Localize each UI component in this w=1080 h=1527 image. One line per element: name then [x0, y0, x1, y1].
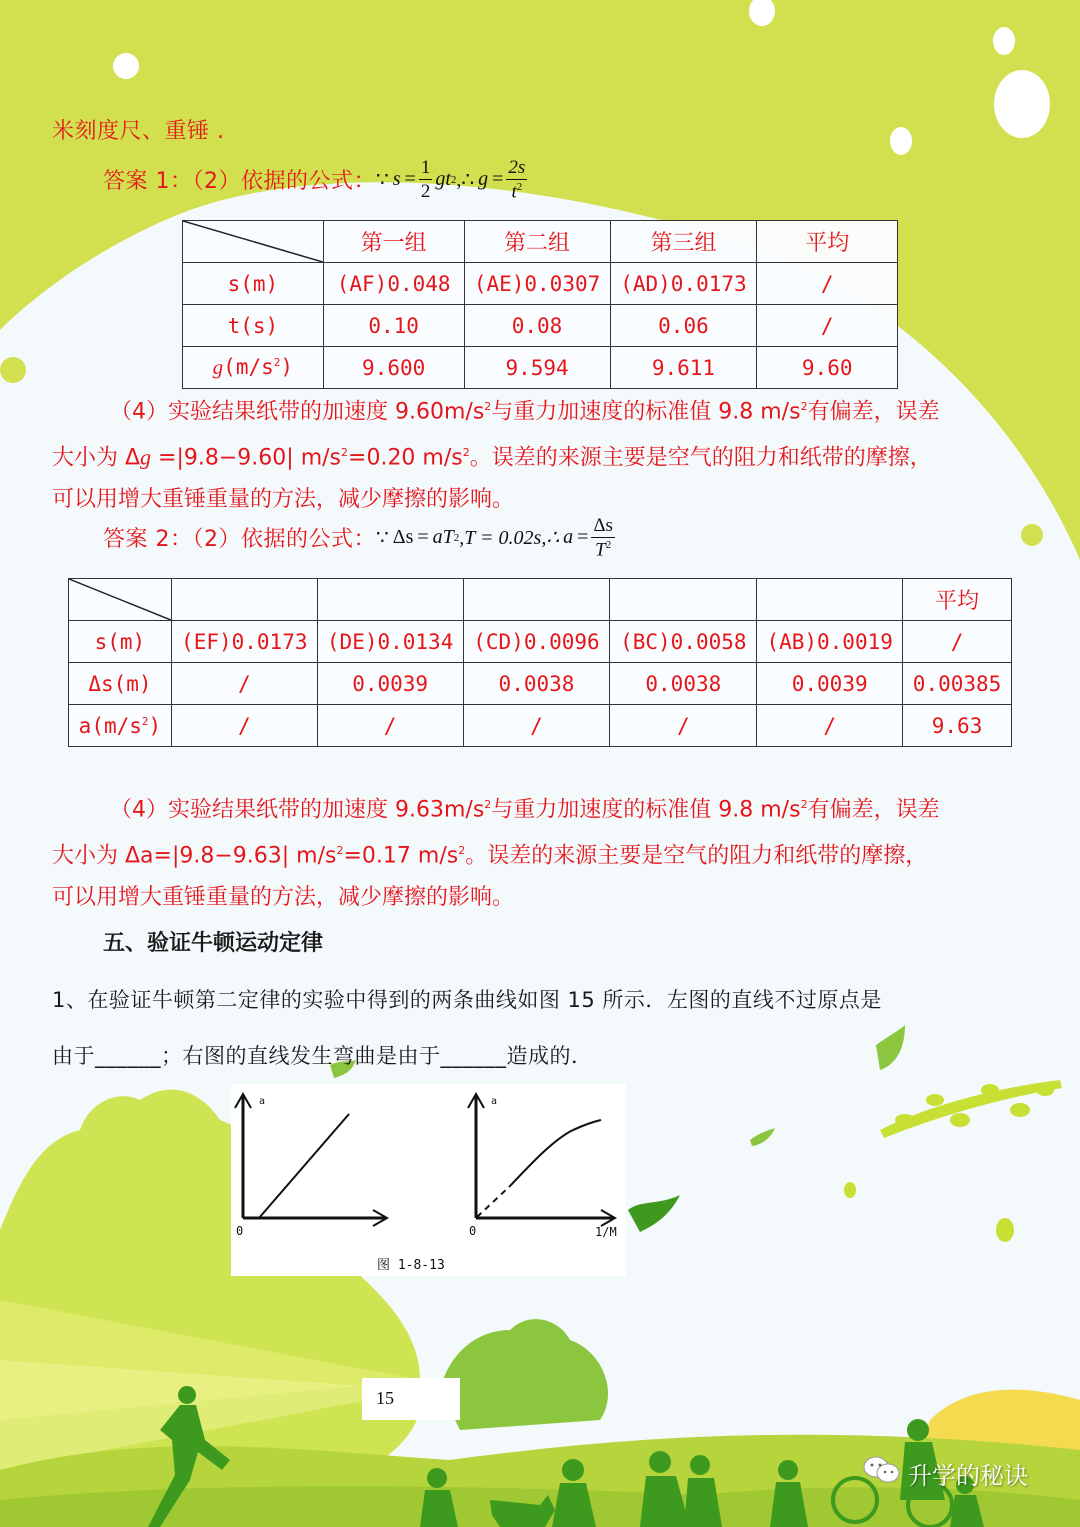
- section-heading: 五、验证牛顿运动定律: [103, 931, 324, 956]
- table-cell: 0.00385: [903, 663, 1012, 705]
- row-label: [69, 705, 172, 747]
- table-cell: 9.63: [903, 705, 1012, 747]
- row-label: [183, 347, 324, 389]
- answer2-table: [68, 578, 1012, 747]
- table-header-row: [69, 579, 1012, 621]
- table-row: [69, 663, 1012, 705]
- exponent: 2: [605, 539, 612, 551]
- row-label: s(m): [69, 621, 172, 663]
- text-segment: =0.20 m/s: [348, 445, 463, 471]
- fraction-2s-over-t2: [506, 158, 527, 201]
- exponent: 2: [453, 531, 460, 544]
- watermark-text: 升学的秘诀: [908, 1461, 1028, 1490]
- table-cell: /: [171, 663, 317, 705]
- text-segment: （4）实验结果纸带的加速度 9.63m/s: [110, 797, 485, 823]
- table-cell: /: [757, 305, 898, 347]
- header-empty: [317, 579, 463, 621]
- table-cell: 9.600: [323, 347, 464, 389]
- table-row: [183, 305, 898, 347]
- header-empty: [171, 579, 317, 621]
- exponent: 2: [273, 356, 281, 369]
- conclusion-line1: [52, 386, 1042, 432]
- exponent: 2: [484, 798, 492, 811]
- table-cell: 0.06: [610, 305, 757, 347]
- table-cell: /: [757, 705, 903, 747]
- equals-sign: =: [417, 526, 429, 549]
- formula-var-a: a: [563, 526, 574, 549]
- table-cell: (CD)0.0096: [463, 621, 610, 663]
- table-cell: 9.594: [464, 347, 610, 389]
- answer1-table: [182, 220, 898, 389]
- label-unit: a(m/s: [78, 713, 142, 738]
- table-row: [183, 263, 898, 305]
- table-cell: (AB)0.0019: [757, 621, 903, 663]
- question1-line2: 由于______；右图的直线发生弯曲是由于______造成的．: [52, 1044, 593, 1068]
- header-empty: [757, 579, 903, 621]
- answer1-formula: [376, 158, 530, 201]
- exponent: 2: [458, 844, 466, 858]
- answer1-formula-line: [103, 158, 530, 201]
- header-group1: 第一组: [323, 221, 464, 263]
- table-cell: (AD)0.0173: [610, 263, 757, 305]
- table-row: [183, 347, 898, 389]
- figure-graphs: [231, 1084, 626, 1276]
- table-cell: /: [171, 705, 317, 747]
- table-cell: /: [610, 705, 757, 747]
- right-x-label: 1/M: [595, 1225, 617, 1239]
- table-cell: (EF)0.0173: [171, 621, 317, 663]
- table-cell: /: [317, 705, 463, 747]
- answer2-formula-line: [103, 516, 618, 559]
- text-segment: 有偏差，误差: [807, 399, 940, 425]
- text-segment: 大小为 Δa=|9.8−9.63| m/s: [52, 843, 337, 869]
- equals-sign: =: [404, 168, 416, 191]
- header-empty: [610, 579, 757, 621]
- label-unit: (m/s: [223, 355, 274, 379]
- exponent: 2: [516, 181, 523, 193]
- formula-var-g: g: [478, 168, 489, 191]
- row-label: t(s): [183, 305, 324, 347]
- acceleration-graphs: [231, 1084, 626, 1276]
- table-cell: /: [903, 621, 1012, 663]
- table-cell: /: [463, 705, 610, 747]
- left-y-label: a: [259, 1096, 266, 1107]
- right-y-label: a: [491, 1096, 498, 1107]
- frac-num: 1: [420, 157, 431, 179]
- row-label: Δs(m): [69, 663, 172, 705]
- conclusion-line1: [52, 784, 1042, 830]
- table-cell: (AE)0.0307: [464, 263, 610, 305]
- diagonal-header-cell: [69, 579, 172, 621]
- table-cell: 0.0039: [757, 663, 903, 705]
- frac-den: t: [511, 181, 517, 203]
- table-cell: 0.0038: [610, 663, 757, 705]
- answer1-label: 答案 1：（2）依据的公式：: [103, 169, 376, 195]
- frac-num: Δs: [593, 515, 613, 536]
- header-average: 平均: [757, 221, 898, 263]
- text-segment: 有偏差，误差: [807, 797, 940, 823]
- header-group3: 第三组: [610, 221, 757, 263]
- formula-var-s: s: [392, 168, 401, 191]
- answer2-conclusion: [52, 784, 1042, 918]
- row-label: s(m): [183, 263, 324, 305]
- diagonal-header-cell: [183, 221, 324, 263]
- because-symbol: ∵: [376, 169, 389, 192]
- answer2-formula: [376, 516, 618, 559]
- table-cell: 0.0039: [317, 663, 463, 705]
- formula-T-value: ,T = 0.02s,∴: [459, 527, 560, 550]
- frac-num: 2s: [508, 157, 526, 178]
- table-cell: 9.60: [757, 347, 898, 389]
- conclusion-line3: 可以用增大重锤重量的方法，减少摩擦的影响。: [52, 486, 515, 512]
- table-cell: 0.08: [464, 305, 610, 347]
- exponent: 2: [336, 844, 344, 858]
- conclusion-line2: [52, 432, 1042, 478]
- exponent: 2: [484, 400, 492, 413]
- table-cell: (BC)0.0058: [610, 621, 757, 663]
- var-g: g: [140, 444, 152, 470]
- label-close: ): [148, 713, 162, 738]
- wechat-watermark: [862, 1455, 1028, 1491]
- page-number: 15: [362, 1378, 460, 1420]
- figure-caption: 图 1-8-13: [377, 1258, 445, 1273]
- text-segment: 与重力加速度的标准值 9.8 m/s: [491, 399, 801, 425]
- text-segment: 大小为 Δ: [52, 445, 141, 471]
- exponent: 2: [800, 798, 808, 811]
- header-empty: [463, 579, 610, 621]
- answer1-conclusion: [52, 386, 1042, 520]
- text-segment: 。误差的来源主要是空气的阻力和纸带的摩擦，: [469, 445, 932, 471]
- text-segment: 。误差的来源主要是空气的阻力和纸带的摩擦，: [465, 843, 928, 869]
- formula-delta-s: Δs: [392, 526, 414, 549]
- header-group2: 第二组: [464, 221, 610, 263]
- exponent: 2: [341, 446, 349, 460]
- therefore-symbol: ,∴: [456, 169, 475, 192]
- table-cell: /: [757, 263, 898, 305]
- because-symbol: ∵: [376, 527, 389, 550]
- left-origin-label: 0: [236, 1224, 244, 1238]
- wechat-icon: [862, 1455, 902, 1491]
- table-cell: (DE)0.0134: [317, 621, 463, 663]
- label-close: ): [280, 355, 294, 379]
- conclusion-line2: [52, 830, 1042, 876]
- exponent: 2: [462, 446, 470, 460]
- table-cell: 0.0038: [463, 663, 610, 705]
- exponent: 2: [141, 714, 149, 728]
- equals-sign: =: [492, 168, 504, 191]
- conclusion-line3: 可以用增大重锤重量的方法，减少摩擦的影响。: [52, 884, 515, 910]
- equals-sign: =: [577, 526, 589, 549]
- table-cell: (AF)0.048: [323, 263, 464, 305]
- right-origin-label: 0: [469, 1224, 477, 1238]
- answer2-label: 答案 2：（2）依据的公式：: [103, 527, 376, 553]
- fraction-ds-over-T2: [591, 516, 615, 559]
- table-cell: 9.611: [610, 347, 757, 389]
- exponent: 2: [450, 173, 457, 186]
- text-segment: （4）实验结果纸带的加速度 9.60m/s: [110, 399, 485, 425]
- header-average: 平均: [903, 579, 1012, 621]
- frac-den: 2: [420, 181, 431, 203]
- formula-term-gt: gt: [435, 168, 451, 191]
- text-segment: =|9.8−9.60| m/s: [151, 445, 342, 471]
- table-row: [69, 705, 1012, 747]
- exponent: 2: [800, 400, 808, 413]
- fraction-one-half: [419, 158, 433, 201]
- formula-aT: aT: [432, 526, 454, 549]
- table-header-row: [183, 221, 898, 263]
- label-var: g: [212, 355, 224, 379]
- question1-line1: 1、在验证牛顿第二定律的实验中得到的两条曲线如图 15 所示．左图的直线不过原点是: [52, 988, 882, 1012]
- frac-den: T: [595, 539, 606, 561]
- table-cell: 0.10: [323, 305, 464, 347]
- text-segment: =0.17 m/s: [343, 843, 459, 869]
- intro-line: 米刻度尺、重锤 .: [52, 119, 225, 144]
- text-segment: 与重力加速度的标准值 9.8 m/s: [491, 797, 801, 823]
- table-row: [69, 621, 1012, 663]
